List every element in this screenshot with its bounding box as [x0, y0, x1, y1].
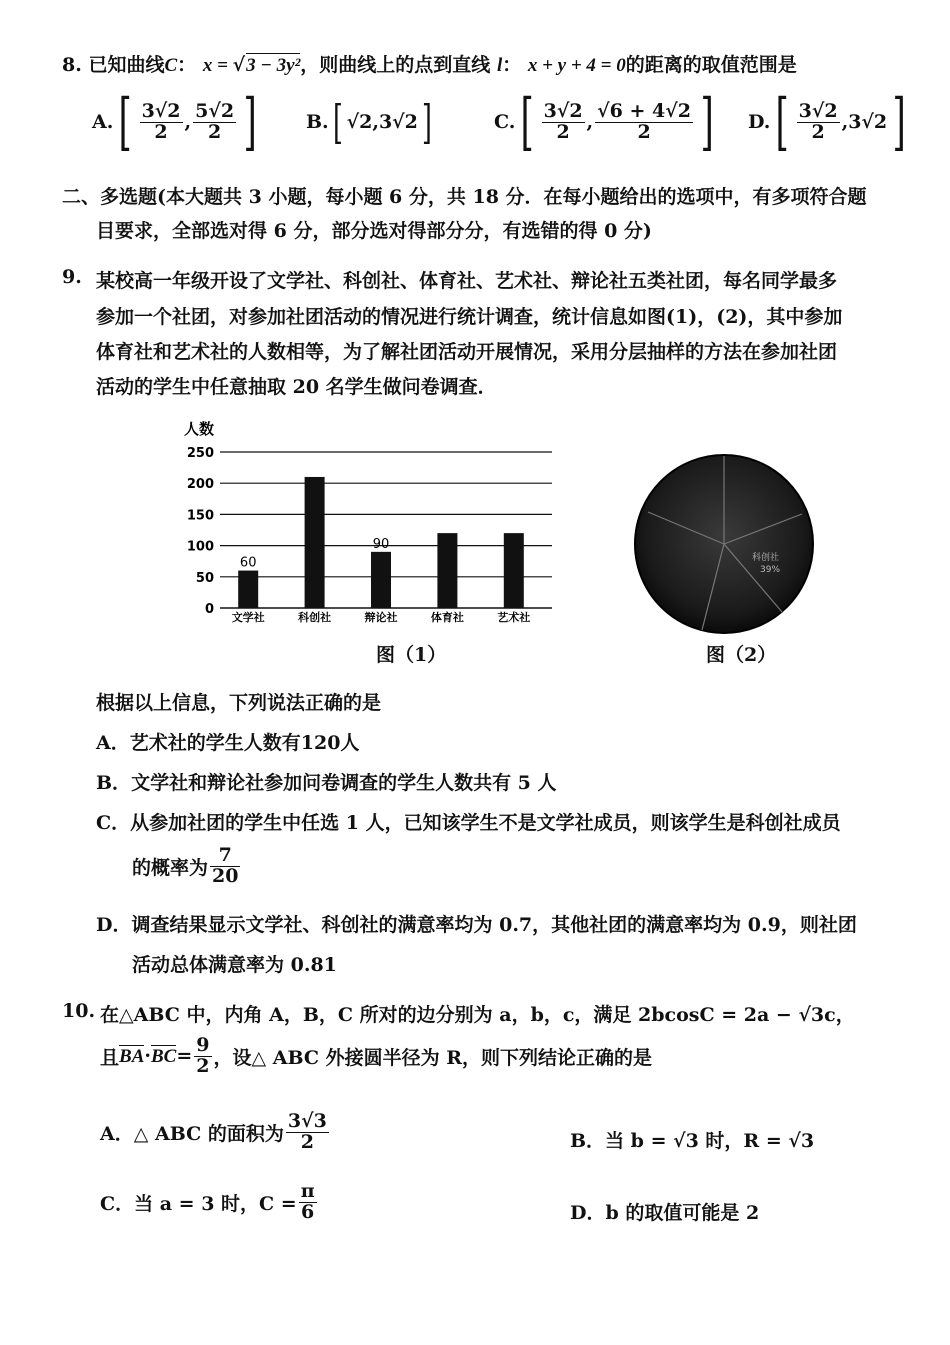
frac-num: 3√2: [798, 99, 838, 122]
y-tick-label: 200: [186, 477, 214, 493]
q10-option-c-label: C．: [100, 1192, 135, 1215]
q10-stem1: 在△ABC 中，内角 A，B，C 所对的边分别为 a，b，c，满足 2bcosC = 2a − √3c，: [100, 1004, 855, 1026]
frac-den: 2: [300, 1130, 314, 1153]
q8-option-c-label: C.: [494, 111, 516, 133]
q10-stem2-a: 且: [100, 1046, 120, 1069]
bar-chart: [170, 412, 570, 627]
q10-number: 10.: [62, 1000, 96, 1022]
q8-option-b[interactable]: [306, 86, 436, 158]
fig1-caption: 图（1）: [376, 644, 447, 666]
frac-num: √6 + 4√2: [597, 99, 691, 122]
q10-option-d[interactable]: [570, 1198, 759, 1225]
y-tick-label: 150: [186, 508, 214, 524]
q8-eq-lhs: x =: [202, 55, 233, 76]
frac-num: 3√3: [287, 1110, 327, 1132]
q8-eq-rad: 3 − 3y²: [246, 55, 301, 76]
q10-option-b-text: 当 b = √3 时，R = √3: [605, 1130, 815, 1152]
bracket-right: ]: [892, 85, 906, 158]
frac-num: 7: [210, 846, 240, 867]
q9-option-d[interactable]: [96, 910, 857, 937]
q10-stem2-b: ，设△ ABC 外接圆半径为 R，则下列结论正确的是: [213, 1046, 653, 1069]
frac-num: 5√2: [195, 99, 235, 122]
bracket-left: [: [520, 85, 535, 158]
bar-3: [437, 533, 457, 608]
q9-option-c-text: 从参加社团的学生中任选 1 人，已知该学生不是文学社成员，则该学生是科创社成员: [130, 812, 841, 834]
data-label: 60: [239, 555, 257, 571]
y-tick-label: 0: [204, 602, 214, 617]
q8-option-b-label: B.: [306, 111, 329, 133]
data-label: 90: [372, 536, 390, 552]
frac-num: π: [300, 1180, 315, 1202]
fig2-caption: 图（2）: [706, 644, 777, 666]
q10-option-d-label: D．: [570, 1202, 606, 1224]
q8-stem-b: ：: [177, 54, 197, 76]
q9-line-2: 参加一个社团，对参加社团活动的情况进行统计调查，统计信息如图(1)，(2)，其中参加: [96, 306, 843, 328]
section2-line1: 二、多选题(本大题共 3 小题，每小题 6 分，共 18 分．在每小题给出的选项中，有多项符合题: [62, 186, 867, 208]
q9-number: 9.: [62, 266, 82, 288]
frac-den: 2: [154, 120, 168, 143]
frac-den: 2: [637, 120, 651, 143]
q8-stem-c: ，则曲线上的点到直线: [300, 54, 491, 76]
y-tick-label: 250: [186, 446, 214, 461]
q10-dot: ·: [144, 1045, 151, 1068]
q8-number: 8.: [62, 54, 82, 76]
q10-stem2: [100, 1036, 652, 1077]
x-tick-label: 艺术社: [497, 611, 531, 624]
pie-chart-image: [632, 452, 816, 636]
q9-option-a-label: A．: [96, 732, 130, 754]
q8-line: l: [496, 55, 503, 76]
bracket-right: ]: [421, 95, 432, 149]
q8-stem: 8. 已知曲线C： x = √3 − 3y²，则曲线上的点到直线 l： x + y + 4 = 0的距离的取值范围是: [62, 54, 797, 76]
q9-option-c[interactable]: [96, 808, 841, 835]
q8-option-a[interactable]: A. [ $\frac{3√2}{2}$ , $\frac{5√2}{2}$ ]: [92, 85, 257, 158]
q8-option-d[interactable]: D. [ $\frac{3√2}{2}$ , 3√2 ]: [748, 85, 906, 158]
q8-option-b-text: √2,3√2: [346, 111, 418, 133]
q10-option-c[interactable]: [100, 1182, 319, 1223]
q8-stem-a: 已知曲线: [88, 54, 165, 76]
x-tick-label: 文学社: [231, 611, 265, 624]
q10-option-d-text: b 的取值可能是 2: [605, 1202, 760, 1224]
frac-den: 2: [811, 120, 825, 143]
bracket-left: [: [332, 95, 343, 149]
frac-num: 3√2: [141, 99, 181, 122]
q10-option-a-text: △ ABC 的面积为: [133, 1122, 284, 1145]
q9-line-4: 活动的学生中任意抽取 20 名学生做问卷调查．: [96, 376, 497, 398]
q9-line-1: 某校高一年级开设了文学社、科创社、体育社、艺术社、辩论社五类社团，每名同学最多: [96, 270, 838, 292]
q9-option-b-text: 文学社和辩论社参加问卷调查的学生人数共有 5 人: [131, 772, 557, 794]
frac-den: 2: [556, 120, 570, 143]
y-tick-label: 50: [195, 570, 214, 586]
q8-option-d-right: 3√2: [848, 111, 888, 133]
q9-option-a[interactable]: [96, 728, 359, 755]
frac-den: 2: [196, 1054, 210, 1077]
q9-option-d-text: 调查结果显示文学社、科创社的满意率均为 0.7，其他社团的满意率均为 0.9，则社团: [131, 914, 857, 936]
q9-option-a-text: 艺术社的学生人数有120人: [129, 732, 360, 754]
q8-line-eq: x + y + 4 = 0: [527, 55, 626, 76]
pie-label-percent: 39%: [760, 565, 781, 575]
q8-option-d-label: D.: [748, 111, 771, 133]
frac-den: 20: [212, 864, 239, 887]
q10-option-c-text: 当 a = 3 时，C =: [134, 1192, 297, 1215]
x-tick-label: 科创社: [298, 611, 332, 624]
q9-option-b[interactable]: [96, 768, 557, 795]
q10-eq: =: [176, 1045, 193, 1068]
bar-4: [504, 533, 524, 608]
q9-option-d-label: D．: [96, 914, 132, 936]
x-tick-label: 体育社: [430, 611, 464, 624]
q9-option-d-cont: 活动总体满意率为 0.81: [132, 954, 337, 976]
frac-num: 3√2: [543, 99, 583, 122]
q9-option-c-text2: 的概率为: [132, 856, 209, 879]
bracket-left: [: [118, 85, 133, 158]
x-tick-label: 辩论社: [364, 611, 398, 624]
q9-option-c-label: C．: [96, 812, 131, 834]
frac-den: 2: [207, 120, 222, 143]
frac-num: 9: [196, 1034, 210, 1056]
frac-den: 6: [301, 1200, 315, 1223]
section2-line2: 目要求，全部选对得 6 分，部分选对得部分分，有选错的得 0 分): [96, 220, 652, 242]
q10-vector-ba: BA: [119, 1045, 145, 1067]
chart-ylabel: 人数: [184, 420, 215, 438]
q10-option-b-label: B．: [570, 1130, 606, 1152]
bracket-right: ]: [700, 85, 714, 158]
q8-option-a-label: A.: [92, 111, 114, 133]
q8-stem-d: 的距离的取值范围是: [625, 54, 797, 76]
q10-option-b[interactable]: [570, 1126, 814, 1153]
bracket-right: ]: [243, 85, 257, 158]
q10-option-a[interactable]: [100, 1112, 331, 1153]
bar-1: [305, 477, 325, 608]
q9-option-b-label: B．: [96, 772, 132, 794]
bracket-left: [: [775, 85, 790, 158]
q10-vector-bc: BC: [151, 1045, 177, 1067]
q9-line-3: 体育社和艺术社的人数相等，为了解社团活动开展情况，采用分层抽样的方法在参加社团: [96, 341, 838, 363]
q8-curve: C: [164, 55, 178, 76]
q10-option-a-label: A．: [100, 1122, 134, 1145]
bar-2: [371, 552, 391, 608]
pie-label-kechuang: 科创社: [752, 553, 780, 563]
q9-question: 根据以上信息，下列说法正确的是: [96, 692, 382, 714]
bar-0: [238, 571, 258, 608]
q8-option-c[interactable]: C. [ $\frac{3√2}{2}$ , $\frac{√6 + 4√2}{2}$ ]: [494, 85, 714, 158]
q9-option-c-cont: [132, 846, 242, 887]
y-tick-label: 100: [186, 539, 214, 555]
